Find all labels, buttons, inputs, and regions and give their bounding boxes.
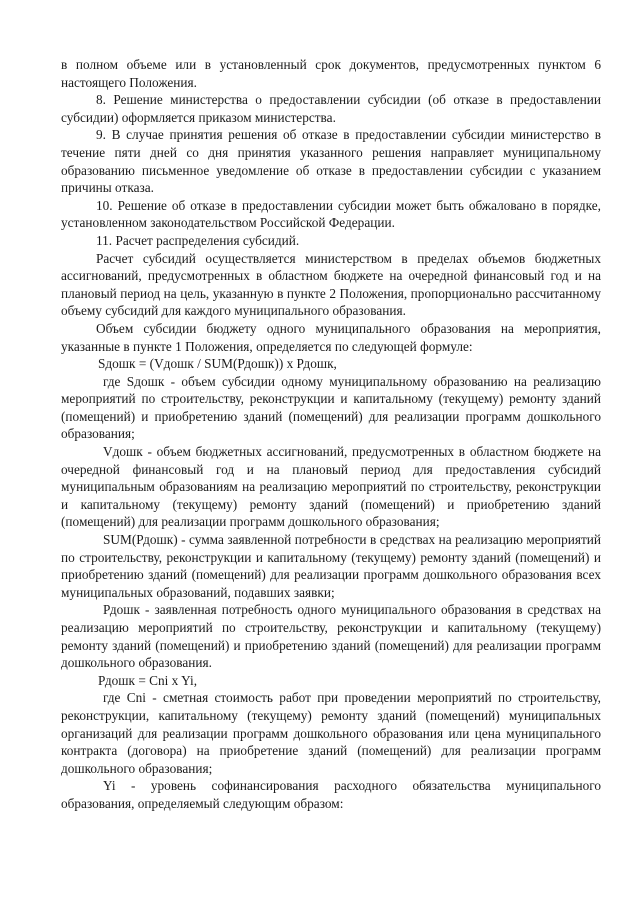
formula-subsidy: Sдошк = (Vдошк / SUM(Рдошк)) x Рдошк, [98,356,337,372]
paragraph-item-8: 8. Решение министерства о предоставлении субсидии (об отказе в предоставлении субсидии) оформляется приказом министерства. [61,92,601,125]
definition-cni: где Cni - сметная стоимость работ при проведении мероприятий по строительству, реконструкции, капитальному (текущему) ремонту зданий (помещений) муниципальных организаций для реализации программ дошкольного образования или цена муниципального контракта (договора) на приобретение зданий (помещений) для реализации программ дошкольного образования; [61,690,601,776]
paragraph-item-11: 11. Расчет распределения субсидий. [96,232,300,248]
paragraph-continuation: в полном объеме или в установленный срок документов, предусмотренных пунктом 6 настоящего Положения. [61,57,601,90]
definition-v-doshk: Vдошк - объем бюджетных ассигнований, предусмотренных в областном бюджете на очередной финансовый год и на плановый период для предоставления субсидий муниципальным образованиям на реализацию мероприятий по строительству, реконструкции и капитальному (текущему) ремонту зданий (помещений) и приобретению зданий (помещений) для реализации программ дошкольного образования; [61,444,601,530]
definition-r-doshk: Рдошк - заявленная потребность одного муниципального образования в средствах на реализацию мероприятий по строительству, реконструкции и капитальному (текущему) ремонту зданий (помещений) и приобретению зданий (помещений) для реализации программ дошкольного образования. [61,602,601,671]
formula-need: Рдошк = Cni x Yi, [98,672,198,688]
definition-sum-r-doshk: SUM(Рдошк) - сумма заявленной потребности в средствах на реализацию мероприятий по строительству, реконструкции и капитальному (текущему) ремонту зданий (помещений) и приобретению зданий (помещений) для реализации программ дошкольного образования всех муниципальных образований, подавших заявки; [61,532,601,600]
definition-yi: Yi - уровень софинансирования расходного обязательства муниципального образования, определяемый следующим образом: [61,778,601,811]
paragraph-item-9: 9. В случае принятия решения об отказе в предоставлении субсидии министерство в течение пяти дней со дня принятия указанного решения направляет муниципальному образованию письменное уведомление об отказе в предоставлении субсидии с указанием причины отказа. [61,127,601,196]
definition-s-doshk: где Sдошк - объем субсидии одному муниципальному образованию на реализацию мероприятий по строительству, реконструкции и капитальному (текущему) ремонту зданий (помещений) и приобретению зданий (помещений) для реализации программ дошкольного образования; [61,373,601,442]
paragraph-calculation-basis: Расчет субсидий осуществляется министерством в пределах объемов бюджетных ассигнований, предусмотренных в областном бюджете на очередной финансовый год и на плановый период на цель, указанную в пункте 2 Положения, пропорционально рассчитанному объему субсидий для каждого муниципального образования. [61,250,601,319]
paragraph-item-10: 10. Решение об отказе в предоставлении субсидии может быть обжаловано в порядке, установленном законодательством Российской Федерации. [61,197,601,231]
document-body [61,56,601,813]
paragraph-formula-intro: Объем субсидии бюджету одного муниципального образования на мероприятия, указанные в пункте 1 Положения, определяется по следующей формуле: [61,320,601,354]
